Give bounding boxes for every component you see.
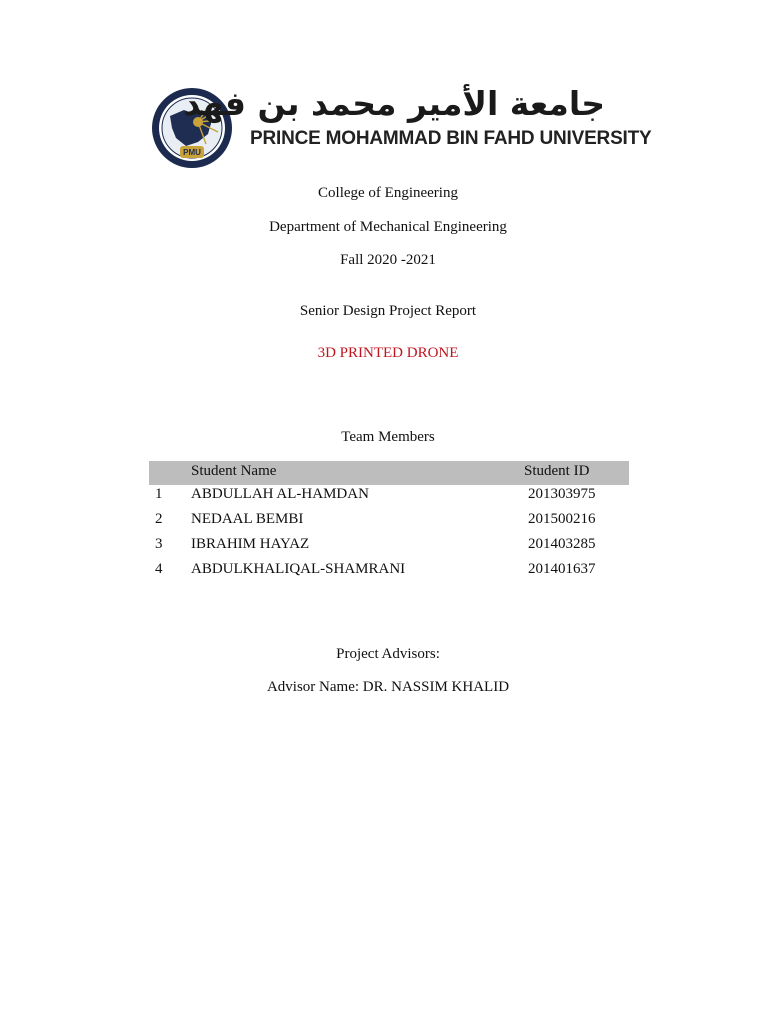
advisor-name: Advisor Name: DR. NASSIM KHALID [266, 679, 510, 695]
project-title: 3D PRINTED DRONE [317, 345, 459, 361]
table-header-row [149, 461, 629, 485]
column-header-student-name: Student Name [191, 463, 277, 479]
academic-term: Fall 2020 -2021 [340, 252, 436, 268]
row-number: 4 [155, 561, 163, 577]
table-row [149, 560, 629, 585]
seal-label: PMU [183, 148, 201, 157]
table-row [149, 535, 629, 560]
table-row [149, 510, 629, 535]
student-name: NEDAAL BEMBI [191, 511, 304, 527]
college-name: College of Engineering [318, 185, 458, 201]
student-id: 201500216 [528, 511, 596, 527]
table-row [149, 485, 629, 510]
project-advisors-heading: Project Advisors: [336, 646, 440, 662]
student-id: 201303975 [528, 486, 596, 502]
student-id: 201403285 [528, 536, 596, 552]
column-header-student-id: Student ID [524, 463, 590, 479]
department-name: Department of Mechanical Engineering [269, 219, 507, 235]
university-name-english: PRINCE MOHAMMAD BIN FAHD UNIVERSITY [250, 128, 652, 149]
student-id: 201401637 [528, 561, 596, 577]
row-number: 2 [155, 511, 163, 527]
student-name: ABDULKHALIQAL-SHAMRANI [191, 561, 406, 577]
team-members-heading: Team Members [341, 429, 435, 445]
university-name-arabic: جامعة الأمير محمد بن فهد [183, 84, 605, 123]
report-type: Senior Design Project Report [299, 303, 477, 319]
team-members-table [149, 461, 629, 585]
university-logo [150, 84, 652, 168]
row-number: 3 [155, 536, 163, 552]
student-name: ABDULLAH AL-HAMDAN [191, 486, 369, 502]
student-name: IBRAHIM HAYAZ [191, 536, 310, 552]
row-number: 1 [155, 486, 163, 502]
